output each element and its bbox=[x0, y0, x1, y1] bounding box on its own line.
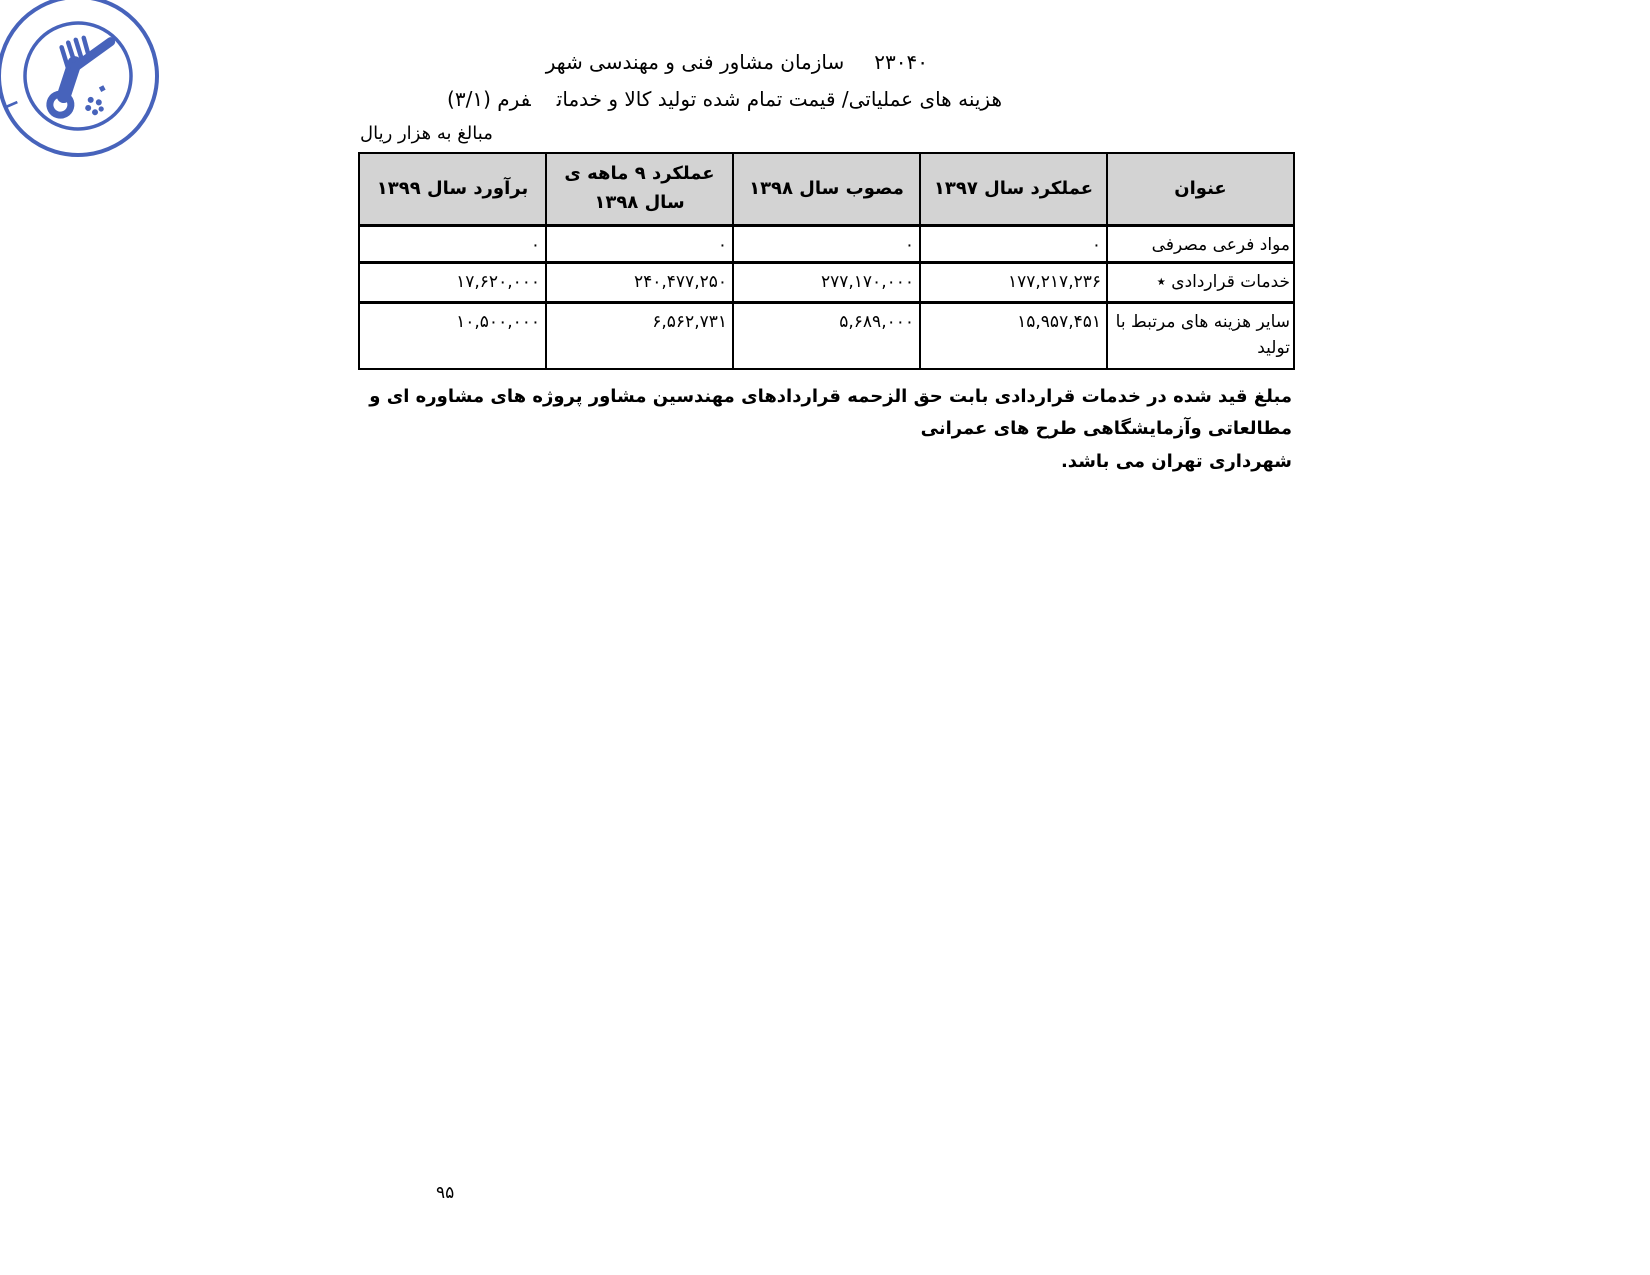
cell-value: ۲۴۰,۴۷۷,۲۵۰ bbox=[546, 263, 733, 303]
column-header-estimate-1399: برآورد سال ۱۳۹۹ bbox=[359, 153, 546, 226]
column-header-approved-1398: مصوب سال ۱۳۹۸ bbox=[733, 153, 920, 226]
page-number: ۹۵ bbox=[436, 1183, 455, 1203]
unit-note: مبالغ به هزار ریال bbox=[360, 123, 493, 144]
org-code: ۲۳۰۴۰ bbox=[874, 50, 928, 74]
cell-value: ۱۷۷,۲۱۷,۲۳۶ bbox=[920, 263, 1107, 303]
form-number: فرم (۳/۱) bbox=[447, 87, 531, 111]
org-name: سازمان مشاور فنی و مهندسی شهر bbox=[545, 50, 845, 74]
council-stamp-icon bbox=[0, 0, 182, 180]
cell-value: ۵,۶۸۹,۰۰۰ bbox=[733, 303, 920, 370]
cell-value: ۱۷,۶۲۰,۰۰۰ bbox=[359, 263, 546, 303]
cell-value: ۶,۵۶۲,۷۳۱ bbox=[546, 303, 733, 370]
cell-value: ۰ bbox=[359, 226, 546, 263]
table-header-row bbox=[359, 153, 1294, 226]
cell-value: ۱۵,۹۵۷,۴۵۱ bbox=[920, 303, 1107, 370]
cell-value: ۲۷۷,۱۷۰,۰۰۰ bbox=[733, 263, 920, 303]
cell-value: ۰ bbox=[733, 226, 920, 263]
cost-table bbox=[358, 152, 1295, 370]
footnote-line1: مبلغ قید شده در خدمات قراردادی بابت حق الزحمه قراردادهای مهندسین مشاور پروژه های مشاوره ای و مطالعاتی وآزمایشگاهی طرح های عمرانی bbox=[369, 386, 1292, 440]
row-title: مواد فرعی مصرفی bbox=[1107, 226, 1294, 263]
subtitle-text: هزینه های عملیاتی/ قیمت تمام شده تولید کالا و خدمات bbox=[556, 87, 1002, 111]
row-title: خدمات قراردادی ٭ bbox=[1107, 263, 1294, 303]
cell-value: ۰ bbox=[920, 226, 1107, 263]
table-row bbox=[359, 226, 1294, 263]
table-row bbox=[359, 263, 1294, 303]
page-subtitle bbox=[447, 87, 1002, 111]
stamp-ring-text: اداره مصوبات شورای اسلامی شهر تهران bbox=[3, 59, 87, 110]
footnote-line2: شهرداری تهران می باشد. bbox=[1060, 450, 1292, 472]
row-title: سایر هزینه های مرتبط با تولید bbox=[1107, 303, 1294, 370]
column-header-9month-1398: عملکرد ۹ ماهه ی سال ۱۳۹۸ bbox=[546, 153, 733, 226]
column-header-perf-1397: عملکرد سال ۱۳۹۷ bbox=[920, 153, 1107, 226]
cell-value: ۰ bbox=[546, 226, 733, 263]
column-header-title: عنوان bbox=[1107, 153, 1294, 226]
cell-value: ۱۰,۵۰۰,۰۰۰ bbox=[359, 303, 546, 370]
table-row bbox=[359, 303, 1294, 370]
page-title bbox=[546, 50, 928, 74]
footnote bbox=[342, 381, 1292, 478]
